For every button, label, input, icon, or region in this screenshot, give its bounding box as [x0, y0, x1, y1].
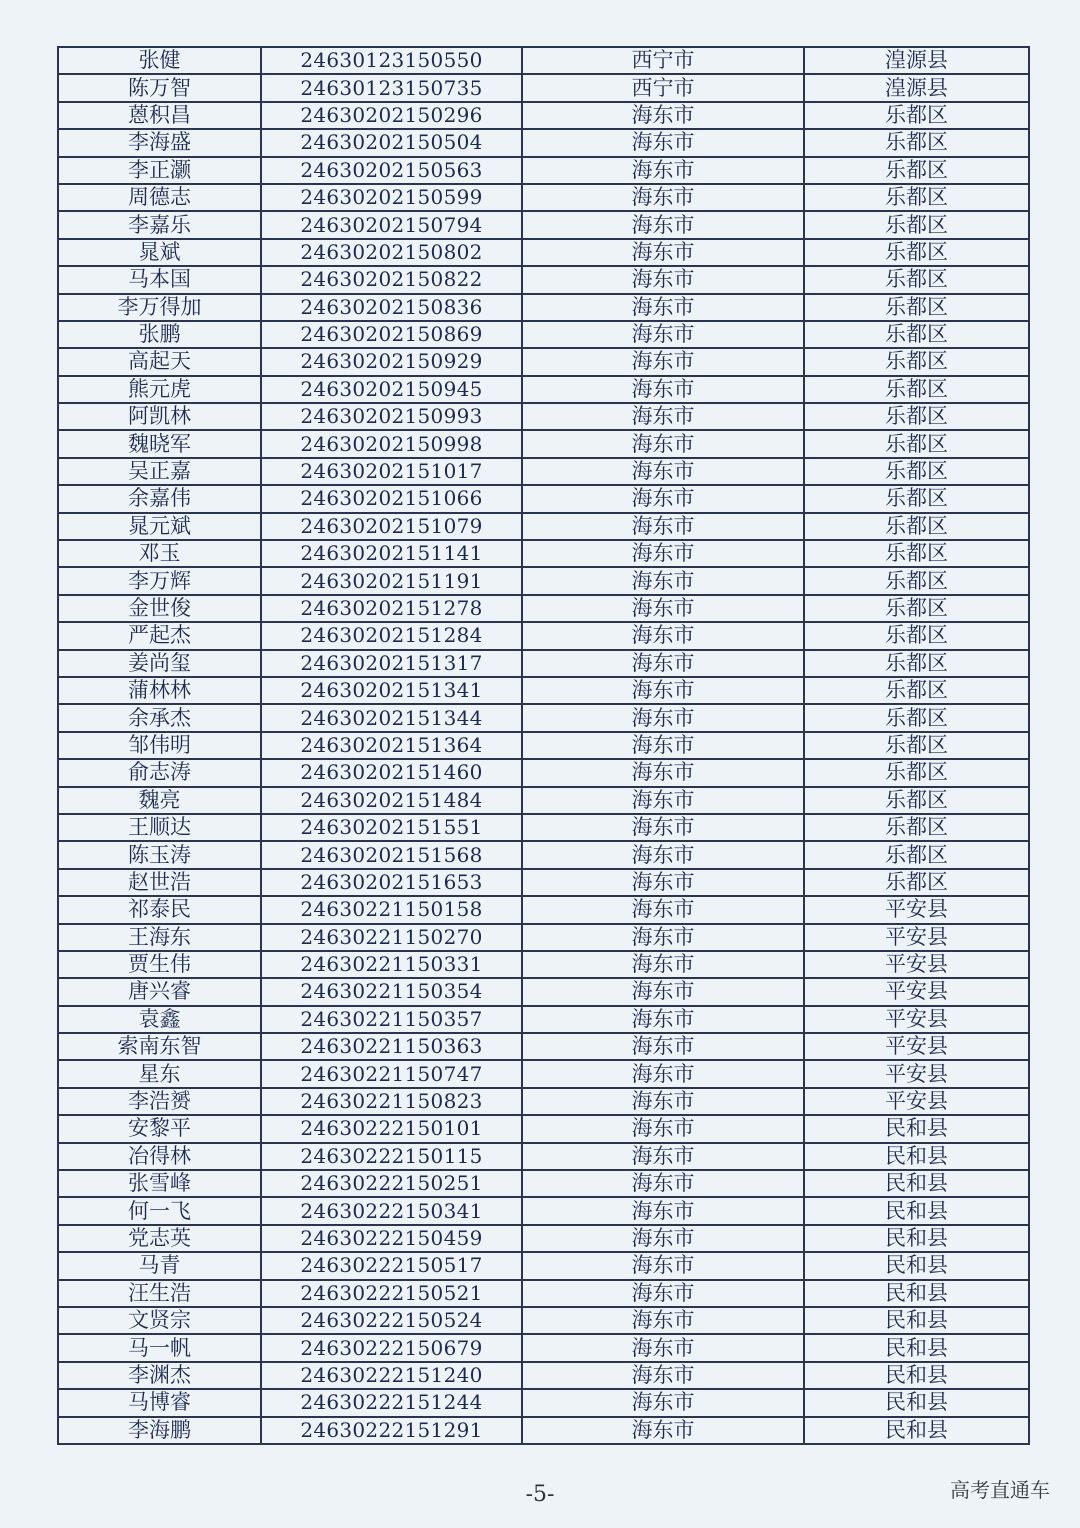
cell-city: 海东市	[522, 513, 804, 540]
table-row	[58, 1307, 1029, 1334]
cell-name: 李浩赟	[58, 1088, 261, 1115]
cell-name: 唐兴睿	[58, 978, 261, 1005]
cell-candidate-id: 24630222151291	[261, 1417, 522, 1444]
cell-city: 海东市	[522, 869, 804, 896]
cell-county: 乐都区	[804, 704, 1029, 731]
cell-city: 海东市	[522, 1033, 804, 1060]
cell-city: 海东市	[522, 403, 804, 430]
cell-county: 乐都区	[804, 677, 1029, 704]
cell-county: 乐都区	[804, 294, 1029, 321]
cell-county: 平安县	[804, 978, 1029, 1005]
cell-candidate-id: 24630221150363	[261, 1033, 522, 1060]
cell-candidate-id: 24630123150550	[261, 47, 522, 74]
cell-name: 王顺达	[58, 814, 261, 841]
cell-candidate-id: 24630202150296	[261, 102, 522, 129]
table-row	[58, 294, 1029, 321]
cell-name: 高起天	[58, 348, 261, 375]
table-row	[58, 485, 1029, 512]
cell-name: 邹伟明	[58, 732, 261, 759]
cell-county: 民和县	[804, 1197, 1029, 1224]
cell-city: 海东市	[522, 348, 804, 375]
cell-county: 平安县	[804, 1006, 1029, 1033]
cell-name: 蒽积昌	[58, 102, 261, 129]
cell-name: 李嘉乐	[58, 211, 261, 238]
cell-city: 海东市	[522, 1417, 804, 1444]
cell-candidate-id: 24630202150599	[261, 184, 522, 211]
table-row	[58, 1060, 1029, 1087]
cell-candidate-id: 24630202150802	[261, 239, 522, 266]
table-row	[58, 513, 1029, 540]
table-row	[58, 704, 1029, 731]
roster-table	[57, 46, 1030, 1445]
cell-county: 乐都区	[804, 403, 1029, 430]
cell-county: 平安县	[804, 924, 1029, 951]
cell-city: 海东市	[522, 650, 804, 677]
table-row	[58, 47, 1029, 74]
table-row	[58, 1334, 1029, 1361]
cell-city: 海东市	[522, 294, 804, 321]
cell-county: 民和县	[804, 1417, 1029, 1444]
cell-county: 平安县	[804, 896, 1029, 923]
cell-county: 乐都区	[804, 622, 1029, 649]
cell-candidate-id: 24630202151317	[261, 650, 522, 677]
table-row	[58, 1417, 1029, 1444]
cell-candidate-id: 24630202151066	[261, 485, 522, 512]
cell-county: 平安县	[804, 951, 1029, 978]
table-row	[58, 841, 1029, 868]
cell-candidate-id: 24630222151244	[261, 1389, 522, 1416]
cell-name: 李正灏	[58, 157, 261, 184]
cell-city: 海东市	[522, 321, 804, 348]
cell-name: 星东	[58, 1060, 261, 1087]
table-row	[58, 1362, 1029, 1389]
cell-name: 吴正嘉	[58, 458, 261, 485]
cell-candidate-id: 24630202150869	[261, 321, 522, 348]
cell-name: 袁鑫	[58, 1006, 261, 1033]
table-row	[58, 74, 1029, 101]
cell-city: 海东市	[522, 841, 804, 868]
cell-name: 李海鹏	[58, 1417, 261, 1444]
cell-name: 姜尚玺	[58, 650, 261, 677]
cell-county: 乐都区	[804, 430, 1029, 457]
cell-candidate-id: 24630202150945	[261, 376, 522, 403]
table-row	[58, 266, 1029, 293]
cell-candidate-id: 24630202150993	[261, 403, 522, 430]
cell-city: 海东市	[522, 102, 804, 129]
cell-county: 民和县	[804, 1225, 1029, 1252]
cell-county: 乐都区	[804, 732, 1029, 759]
cell-county: 民和县	[804, 1170, 1029, 1197]
cell-city: 海东市	[522, 430, 804, 457]
page-number: -5-	[525, 1482, 555, 1507]
cell-county: 乐都区	[804, 841, 1029, 868]
cell-city: 海东市	[522, 458, 804, 485]
cell-name: 李渊杰	[58, 1362, 261, 1389]
table-row	[58, 540, 1029, 567]
cell-name: 祁泰民	[58, 896, 261, 923]
cell-county: 乐都区	[804, 321, 1029, 348]
cell-name: 党志英	[58, 1225, 261, 1252]
table-row	[58, 1088, 1029, 1115]
cell-candidate-id: 24630222150101	[261, 1115, 522, 1142]
cell-county: 民和县	[804, 1307, 1029, 1334]
cell-city: 海东市	[522, 1280, 804, 1307]
cell-city: 海东市	[522, 184, 804, 211]
cell-name: 马博睿	[58, 1389, 261, 1416]
cell-county: 平安县	[804, 1033, 1029, 1060]
cell-county: 乐都区	[804, 540, 1029, 567]
cell-candidate-id: 24630222150521	[261, 1280, 522, 1307]
cell-county: 乐都区	[804, 567, 1029, 594]
cell-city: 海东市	[522, 540, 804, 567]
table-row	[58, 567, 1029, 594]
table-row	[58, 129, 1029, 156]
table-row	[58, 348, 1029, 375]
cell-name: 魏亮	[58, 787, 261, 814]
table-row	[58, 321, 1029, 348]
cell-candidate-id: 24630202151341	[261, 677, 522, 704]
cell-county: 乐都区	[804, 129, 1029, 156]
cell-city: 海东市	[522, 211, 804, 238]
cell-candidate-id: 24630222150251	[261, 1170, 522, 1197]
cell-candidate-id: 24630202151568	[261, 841, 522, 868]
cell-name: 安黎平	[58, 1115, 261, 1142]
table-row	[58, 430, 1029, 457]
cell-county: 民和县	[804, 1362, 1029, 1389]
cell-candidate-id: 24630221150357	[261, 1006, 522, 1033]
cell-candidate-id: 24630202151344	[261, 704, 522, 731]
watermark-text: 高考直通车	[950, 1478, 1050, 1502]
cell-city: 海东市	[522, 732, 804, 759]
cell-city: 海东市	[522, 622, 804, 649]
cell-city: 海东市	[522, 677, 804, 704]
cell-city: 西宁市	[522, 47, 804, 74]
cell-name: 周德志	[58, 184, 261, 211]
roster-body	[58, 47, 1029, 1444]
cell-candidate-id: 24630202150998	[261, 430, 522, 457]
cell-name: 赵世浩	[58, 869, 261, 896]
cell-county: 乐都区	[804, 787, 1029, 814]
table-row	[58, 759, 1029, 786]
cell-candidate-id: 24630202150794	[261, 211, 522, 238]
cell-county: 民和县	[804, 1143, 1029, 1170]
table-row	[58, 1170, 1029, 1197]
cell-city: 海东市	[522, 978, 804, 1005]
cell-candidate-id: 24630123150735	[261, 74, 522, 101]
table-row	[58, 1389, 1029, 1416]
cell-candidate-id: 24630221150158	[261, 896, 522, 923]
table-row	[58, 376, 1029, 403]
cell-name: 陈万智	[58, 74, 261, 101]
cell-name: 何一飞	[58, 1197, 261, 1224]
table-row	[58, 595, 1029, 622]
cell-candidate-id: 24630222151240	[261, 1362, 522, 1389]
cell-city: 海东市	[522, 1006, 804, 1033]
cell-city: 海东市	[522, 157, 804, 184]
cell-county: 乐都区	[804, 376, 1029, 403]
cell-county: 平安县	[804, 1060, 1029, 1087]
table-row	[58, 622, 1029, 649]
cell-city: 海东市	[522, 1307, 804, 1334]
cell-city: 海东市	[522, 1389, 804, 1416]
cell-county: 乐都区	[804, 595, 1029, 622]
cell-county: 乐都区	[804, 184, 1029, 211]
cell-candidate-id: 24630202150929	[261, 348, 522, 375]
cell-city: 海东市	[522, 951, 804, 978]
cell-county: 湟源县	[804, 74, 1029, 101]
table-row	[58, 924, 1029, 951]
cell-city: 海东市	[522, 759, 804, 786]
table-row	[58, 732, 1029, 759]
cell-name: 马一帆	[58, 1334, 261, 1361]
cell-city: 海东市	[522, 239, 804, 266]
cell-candidate-id: 24630202151653	[261, 869, 522, 896]
table-row	[58, 211, 1029, 238]
table-row	[58, 677, 1029, 704]
cell-candidate-id: 24630202151141	[261, 540, 522, 567]
cell-name: 严起杰	[58, 622, 261, 649]
table-row	[58, 458, 1029, 485]
cell-city: 海东市	[522, 1252, 804, 1279]
table-row	[58, 403, 1029, 430]
cell-candidate-id: 24630222150459	[261, 1225, 522, 1252]
cell-county: 乐都区	[804, 266, 1029, 293]
table-row	[58, 1280, 1029, 1307]
cell-candidate-id: 24630221150270	[261, 924, 522, 951]
cell-candidate-id: 24630202151484	[261, 787, 522, 814]
cell-city: 海东市	[522, 787, 804, 814]
cell-candidate-id: 24630202151017	[261, 458, 522, 485]
cell-name: 余嘉伟	[58, 485, 261, 512]
cell-name: 张雪峰	[58, 1170, 261, 1197]
cell-candidate-id: 24630202150563	[261, 157, 522, 184]
cell-candidate-id: 24630222150115	[261, 1143, 522, 1170]
cell-county: 民和县	[804, 1334, 1029, 1361]
cell-county: 民和县	[804, 1115, 1029, 1142]
cell-city: 西宁市	[522, 74, 804, 101]
cell-city: 海东市	[522, 376, 804, 403]
cell-name: 张鹏	[58, 321, 261, 348]
cell-city: 海东市	[522, 1362, 804, 1389]
cell-name: 张健	[58, 47, 261, 74]
cell-candidate-id: 24630222150517	[261, 1252, 522, 1279]
cell-name: 魏晓军	[58, 430, 261, 457]
cell-candidate-id: 24630221150823	[261, 1088, 522, 1115]
table-row	[58, 951, 1029, 978]
cell-candidate-id: 24630221150331	[261, 951, 522, 978]
cell-name: 俞志涛	[58, 759, 261, 786]
table-row	[58, 1143, 1029, 1170]
cell-candidate-id: 24630202151079	[261, 513, 522, 540]
cell-city: 海东市	[522, 595, 804, 622]
cell-city: 海东市	[522, 1143, 804, 1170]
cell-county: 民和县	[804, 1389, 1029, 1416]
cell-name: 冶得林	[58, 1143, 261, 1170]
table-row	[58, 1197, 1029, 1224]
cell-name: 马青	[58, 1252, 261, 1279]
table-row	[58, 1225, 1029, 1252]
cell-county: 民和县	[804, 1280, 1029, 1307]
cell-city: 海东市	[522, 1170, 804, 1197]
cell-city: 海东市	[522, 924, 804, 951]
cell-name: 晁元斌	[58, 513, 261, 540]
cell-county: 乐都区	[804, 650, 1029, 677]
cell-county: 乐都区	[804, 458, 1029, 485]
table-row	[58, 102, 1029, 129]
cell-name: 马本国	[58, 266, 261, 293]
cell-name: 贾生伟	[58, 951, 261, 978]
table-row	[58, 1006, 1029, 1033]
table-row	[58, 1033, 1029, 1060]
cell-name: 文贤宗	[58, 1307, 261, 1334]
cell-county: 乐都区	[804, 513, 1029, 540]
table-row	[58, 896, 1029, 923]
cell-candidate-id: 24630221150354	[261, 978, 522, 1005]
cell-county: 乐都区	[804, 102, 1029, 129]
cell-name: 蒲林林	[58, 677, 261, 704]
cell-city: 海东市	[522, 896, 804, 923]
cell-candidate-id: 24630202151364	[261, 732, 522, 759]
cell-city: 海东市	[522, 1225, 804, 1252]
cell-candidate-id: 24630222150679	[261, 1334, 522, 1361]
cell-city: 海东市	[522, 1088, 804, 1115]
cell-candidate-id: 24630221150747	[261, 1060, 522, 1087]
cell-city: 海东市	[522, 567, 804, 594]
cell-name: 李万得加	[58, 294, 261, 321]
cell-city: 海东市	[522, 704, 804, 731]
cell-county: 乐都区	[804, 348, 1029, 375]
cell-name: 阿凯林	[58, 403, 261, 430]
cell-candidate-id: 24630202151460	[261, 759, 522, 786]
cell-county: 乐都区	[804, 211, 1029, 238]
cell-county: 湟源县	[804, 47, 1029, 74]
cell-name: 李万辉	[58, 567, 261, 594]
table-row	[58, 239, 1029, 266]
cell-county: 乐都区	[804, 485, 1029, 512]
cell-name: 索南东智	[58, 1033, 261, 1060]
table-row	[58, 869, 1029, 896]
cell-name: 邓玉	[58, 540, 261, 567]
cell-city: 海东市	[522, 129, 804, 156]
cell-city: 海东市	[522, 1334, 804, 1361]
cell-city: 海东市	[522, 485, 804, 512]
cell-candidate-id: 24630222150524	[261, 1307, 522, 1334]
cell-county: 平安县	[804, 1088, 1029, 1115]
cell-city: 海东市	[522, 814, 804, 841]
cell-name: 余承杰	[58, 704, 261, 731]
cell-county: 乐都区	[804, 239, 1029, 266]
cell-candidate-id: 24630202150836	[261, 294, 522, 321]
cell-name: 熊元虎	[58, 376, 261, 403]
cell-city: 海东市	[522, 1197, 804, 1224]
cell-county: 乐都区	[804, 869, 1029, 896]
table-row	[58, 787, 1029, 814]
cell-city: 海东市	[522, 266, 804, 293]
cell-city: 海东市	[522, 1060, 804, 1087]
cell-county: 乐都区	[804, 814, 1029, 841]
cell-candidate-id: 24630202151551	[261, 814, 522, 841]
table-row	[58, 1115, 1029, 1142]
cell-candidate-id: 24630202150822	[261, 266, 522, 293]
cell-name: 李海盛	[58, 129, 261, 156]
cell-name: 陈玉涛	[58, 841, 261, 868]
cell-name: 汪生浩	[58, 1280, 261, 1307]
cell-name: 金世俊	[58, 595, 261, 622]
cell-county: 乐都区	[804, 157, 1029, 184]
cell-name: 王海东	[58, 924, 261, 951]
table-row	[58, 650, 1029, 677]
cell-candidate-id: 24630202150504	[261, 129, 522, 156]
cell-county: 民和县	[804, 1252, 1029, 1279]
table-row	[58, 157, 1029, 184]
cell-city: 海东市	[522, 1115, 804, 1142]
cell-candidate-id: 24630202151191	[261, 567, 522, 594]
cell-county: 乐都区	[804, 759, 1029, 786]
cell-candidate-id: 24630222150341	[261, 1197, 522, 1224]
cell-candidate-id: 24630202151278	[261, 595, 522, 622]
table-row	[58, 1252, 1029, 1279]
cell-name: 晁斌	[58, 239, 261, 266]
cell-candidate-id: 24630202151284	[261, 622, 522, 649]
table-row	[58, 184, 1029, 211]
table-row	[58, 814, 1029, 841]
table-row	[58, 978, 1029, 1005]
